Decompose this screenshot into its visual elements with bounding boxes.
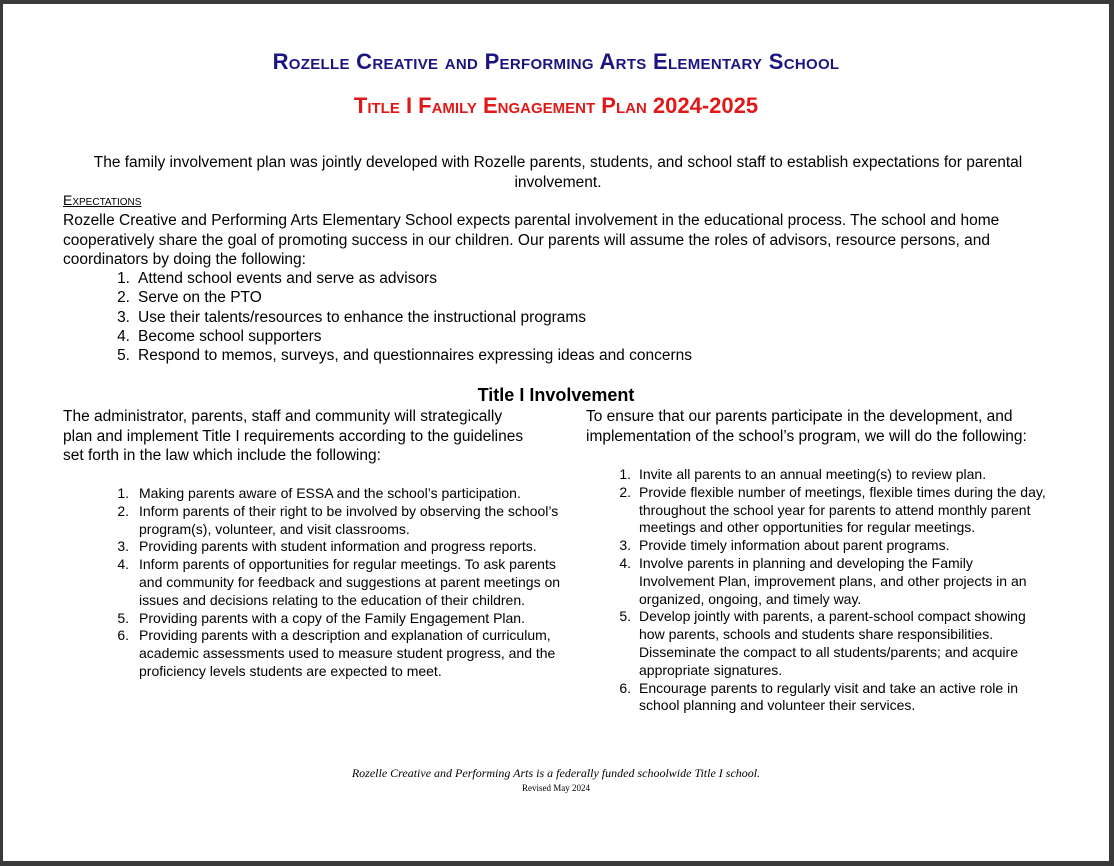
list-item-text: Providing parents with student information and progress reports. — [139, 538, 537, 555]
list-item — [111, 610, 561, 628]
list-item-text: Attend school events and serve as advisors — [138, 270, 437, 287]
list-item-text: Provide flexible number of meetings, flexible times during the day, throughout the school year for parents to attend monthly parent meetings and other opportunities for regular meetings. — [639, 483, 1046, 536]
list-item — [108, 288, 1008, 307]
list-item — [611, 466, 1051, 484]
list-item-text: Respond to memos, surveys, and questionnaires expressing ideas and concerns — [138, 347, 693, 365]
expectations-list — [108, 269, 1008, 365]
list-item-number: 3. — [117, 308, 130, 326]
list-item — [108, 269, 1008, 288]
left-column-intro: The administrator, parents, staff and community will strategically plan and implement Title I requirements according to the guidelines set forth in the law which include the following: — [63, 408, 524, 464]
list-item-text: Encourage parents to regularly visit and take an active role in school planning and volunteer their services. — [639, 679, 1018, 714]
list-item-text: Involve parents in planning and developing the Family Involvement Plan, improvement plans, and other projects in an organized, ongoing, and timely way. — [639, 554, 1027, 607]
list-item-text: Inform parents of their right to be involved by observing the school’s program(s), volunteer, and visit classrooms. — [139, 502, 559, 537]
list-item — [108, 308, 1008, 327]
list-item-text: Become school supporters — [138, 327, 322, 345]
list-item — [611, 555, 1051, 608]
list-item-text: Develop jointly with parents, a parent-school compact showing how parents, schools and students share responsibilities. Disseminate the compact to all students/parents; and acquire appropriate signatures. — [639, 608, 1026, 678]
list-item-text: Inform parents of opportunities for regular meetings. To ask parents and community for feedback and suggestions at parent meetings on issues and decisions relating to the education of their children. — [139, 556, 561, 608]
list-item-number: 1. — [619, 466, 631, 482]
revised-date: Revised May 2024 — [522, 783, 590, 793]
expectations-paragraph: Rozelle Creative and Performing Arts Elementary School expects parental involvement in the educational process. The school and home cooperatively share the goal of promoting success in our children. Our parents will assume the roles of advisors, resource persons, and coordinators by doing the following: — [63, 212, 1000, 268]
list-item-number: 3. — [117, 538, 129, 555]
list-item-number: 2. — [117, 289, 130, 307]
expectations-heading: Expectations — [63, 192, 142, 208]
list-item — [611, 608, 1051, 679]
list-item-number: 6. — [619, 679, 631, 696]
list-item — [611, 484, 1051, 537]
document-page — [3, 4, 1109, 861]
list-item-text: Providing parents with a description and explanation of curriculum, academic assessments used to measure student progress, and the proficiency levels students are expected to meet. — [139, 627, 556, 679]
list-item-number: 2. — [117, 502, 129, 519]
list-item-text: Provide timely information about parent programs. — [639, 537, 950, 554]
list-item-number: 3. — [619, 537, 631, 554]
list-item — [108, 327, 1008, 346]
school-name-title: Rozelle Creative and Performing Arts Elementary School — [272, 49, 840, 74]
list-item-number: 4. — [619, 554, 631, 571]
list-item — [111, 503, 561, 539]
left-column-list — [111, 485, 561, 681]
list-item-text: Invite all parents to an annual meeting(s) to review plan. — [639, 466, 987, 482]
list-item-text: Use their talents/resources to enhance the instructional programs — [138, 308, 587, 326]
list-item — [611, 537, 1051, 555]
footer-statement: Rozelle Creative and Performing Arts is a federally funded schoolwide Title I school. — [351, 766, 761, 780]
list-item-text: Serve on the PTO — [138, 289, 262, 307]
list-item-number: 6. — [117, 627, 129, 644]
right-column-intro: To ensure that our parents participate in the development, and implementation of the school’s program, we will do the following: — [586, 408, 1027, 445]
list-item-number: 2. — [619, 483, 631, 500]
list-item — [111, 556, 561, 609]
list-item-text: Providing parents with a copy of the Family Engagement Plan. — [139, 609, 525, 626]
list-item — [111, 538, 561, 556]
list-item — [108, 346, 1008, 365]
list-item — [111, 485, 561, 503]
list-item — [111, 627, 561, 680]
list-item-number: 5. — [619, 608, 631, 625]
list-item-number: 5. — [117, 347, 130, 365]
list-item-number: 4. — [117, 556, 129, 573]
list-item-number: 4. — [117, 327, 130, 345]
list-item-text: Making parents aware of ESSA and the school’s participation. — [139, 485, 521, 501]
list-item-number: 1. — [117, 485, 129, 501]
right-column-list — [611, 466, 1051, 715]
plan-title: Title I Family Engagement Plan 2024-2025 — [353, 93, 759, 118]
list-item — [611, 680, 1051, 716]
title-i-heading: Title I Involvement — [477, 385, 635, 405]
list-item-number: 5. — [117, 609, 129, 626]
intro-paragraph: The family involvement plan was jointly developed with Rozelle parents, students, and school staff to establish expectations for parental involvement. — [93, 154, 1023, 191]
list-item-number: 1. — [117, 270, 130, 287]
